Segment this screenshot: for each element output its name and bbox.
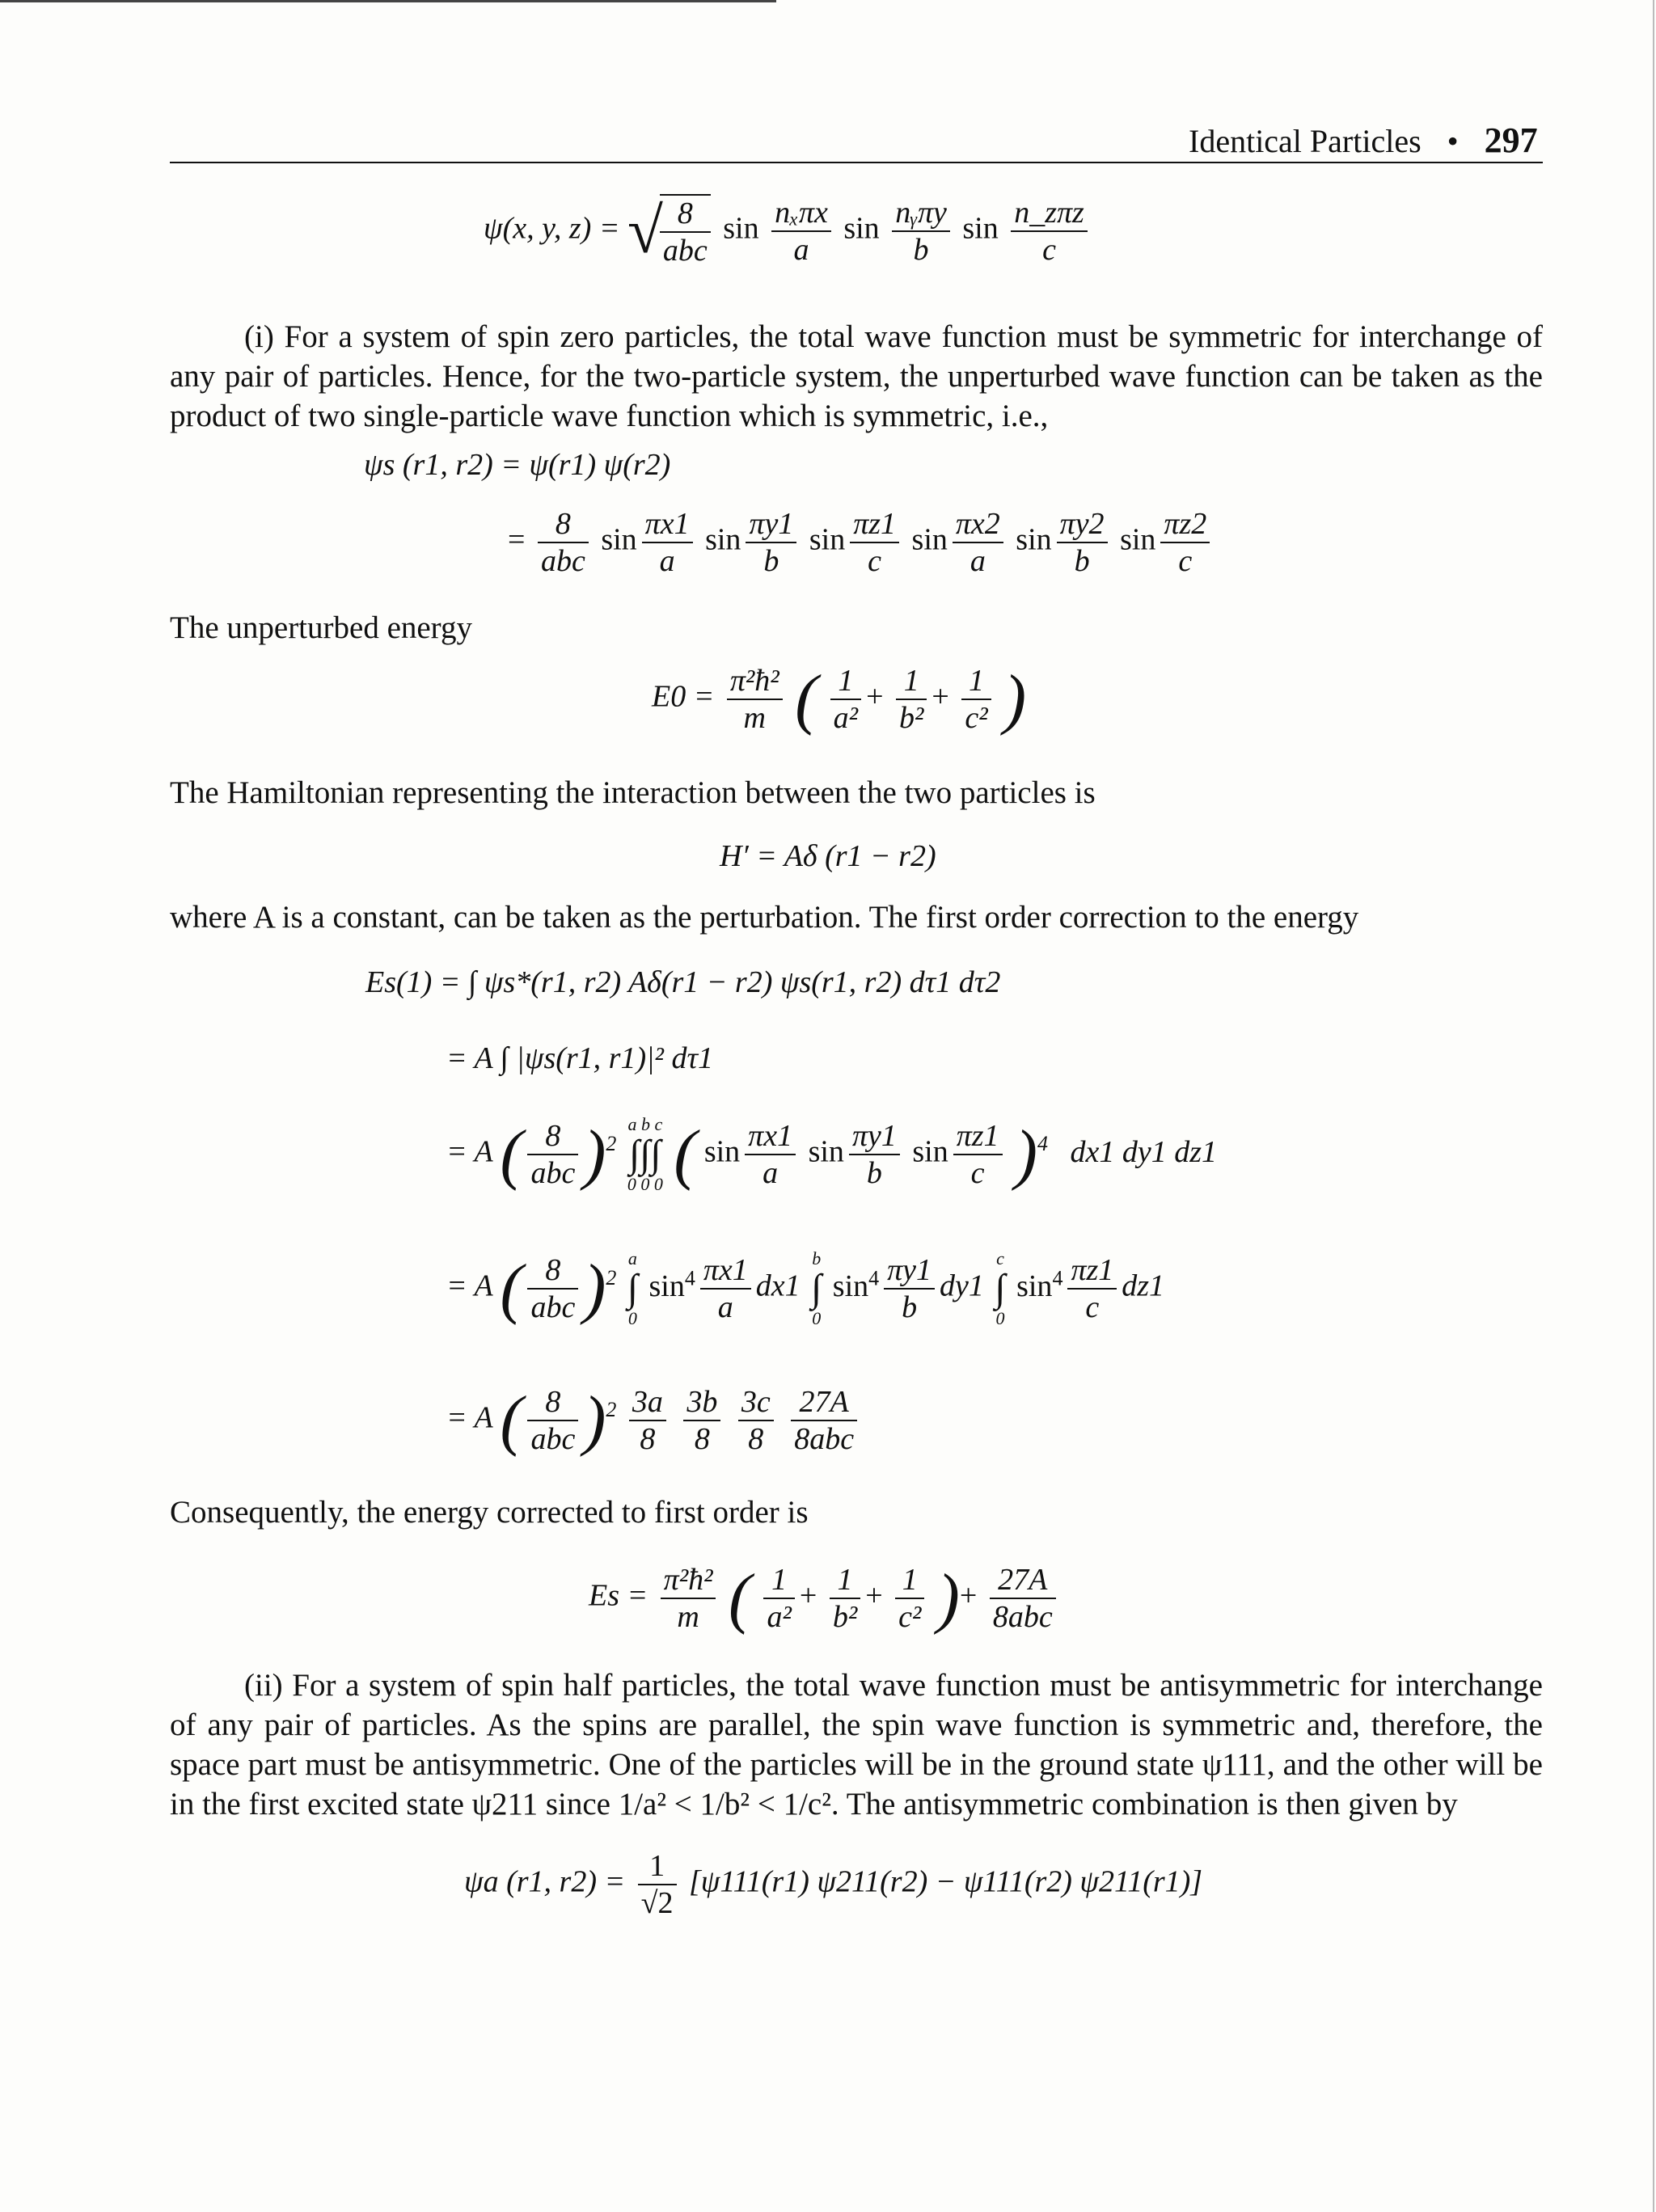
unperturbed-energy-label: The unperturbed energy — [170, 610, 472, 645]
paragraph-spin-half: (ii) For a system of spin half particles, the total wave function must be antisymmetric for interchange of any pair of particles. As the spins are parallel, the spin wave function is symmetric and, therefore, the space part must be antisymmetric. One of the particles will be in the ground state ψ111, and the other will be in the first excited state ψ211 since 1/a² < 1/b² < 1/c². The antisymmetric combination is then given by — [170, 1668, 1543, 1822]
eq-psi-s-product: ψs (r1, r2) = ψ(r1) ψ(r2) — [364, 448, 671, 482]
eq-psi-box: ψ(x, y, z) = √ $\frac{8}{\text{abc}}$ sin $\frac{\text{nₓπx}}{a}$ sin $\frac{\text{nᵧπy}}{b}$ sin $\frac{\text{n\_zπz}}{c}$ — [484, 194, 1092, 268]
running-title: Identical Particles — [1189, 123, 1422, 159]
hamiltonian-text: The Hamiltonian representing the interaction between the two particles is — [170, 775, 1096, 810]
eq-first-order-line1: Es(1) = ∫ ψs*(r1, r2) Aδ(r1 − r2) ψs(r1, r2) dτ1 dτ2 — [365, 965, 1001, 999]
eq-E0: E0 = $\frac{\text{π²ħ²}}{m}$ ( $\frac{1}{\text{a²}}$ + $\frac{1}{\text{b²}}$ + $\frac{1}{\text{c²}}$ ) — [652, 661, 1027, 737]
page-number: 297 — [1484, 120, 1538, 160]
header-rule — [170, 162, 1543, 163]
eq-psi-s-expanded: = $\frac{8}{\text{abc}}$ sin $\frac{\pi x1}{a}$ sin $\frac{\pi y1}{b}$ sin $\frac{\pi z1}{c}$ sin $\frac{\pi x2}{a}$ sin $\frac{\pi y2}{b}$ sin $\frac{\pi z2}{c}$ — [508, 506, 1215, 579]
eq-first-order-line5: = A ( $\frac{8}{\text{abc}}$ )$^2$ $\frac{3a}{8}$ $\frac{3b}{8}$ $\frac{3c}{8}$ $\frac{27A}{\text{8abc}}$ — [446, 1384, 862, 1457]
eq-psi-antisymmetric: ψa (r1, r2) = $\frac{1}{√2}$ [ψ111(r1) ψ211(r2) − ψ111(r2) ψ211(r1)] — [464, 1849, 1203, 1920]
running-header — [1189, 120, 1538, 161]
scan-right-edge — [1653, 0, 1654, 2212]
consequently-text: Consequently, the energy corrected to first order is — [170, 1495, 809, 1530]
paragraph-spin-zero: (i) For a system of spin zero particles, the total wave function must be symmetric for interchange of any pair of particles. Hence, for the two-particle system, the unperturbed wave function can be taken as the product of two single-particle wave function which is symmetric, i.e., — [170, 319, 1543, 433]
scan-top-edge — [0, 0, 776, 2]
eq-first-order-line3: = A ( $\frac{8}{\text{abc}}$ )$^2$ a b c ∫∫∫ 0 0 0 ( sin $\frac{\pi x1}{a}$ sin $\frac{\pi y1}{b}$ sin $\frac{\pi z1}{c}$ )$^4$ dx1 dy1 dz1 — [446, 1114, 1218, 1194]
perturbation-text: where A is a constant, can be taken as the perturbation. The first order correction to the energy — [170, 900, 1359, 935]
eq-first-order-line2: = A ∫ |ψs(r1, r1)|² dτ1 — [446, 1041, 714, 1075]
eq-first-order-line4: = A ( $\frac{8}{\text{abc}}$ )$^2$ a ∫ 0 $\sin^4$ $\frac{\pi x1}{a}$ dx1 b ∫ 0 $\sin^4$ $\frac{\pi y1}{b}$ dy1 c ∫ 0 $\sin^4$ $\frac{\pi z1}{c}$ dz1 — [446, 1248, 1165, 1328]
header-bullet: • — [1447, 123, 1459, 159]
eq-hamiltonian: H′ = Aδ (r1 − r2) — [720, 839, 936, 873]
eq-Es-corrected: Es = $\frac{\text{π²ħ²}}{m}$ ( $\frac{1}{\text{a²}}$ + $\frac{1}{\text{b²}}$ + $\frac{1}{\text{c²}}$ )+ $\frac{27A}{\text{8abc}}$ — [589, 1562, 1061, 1635]
